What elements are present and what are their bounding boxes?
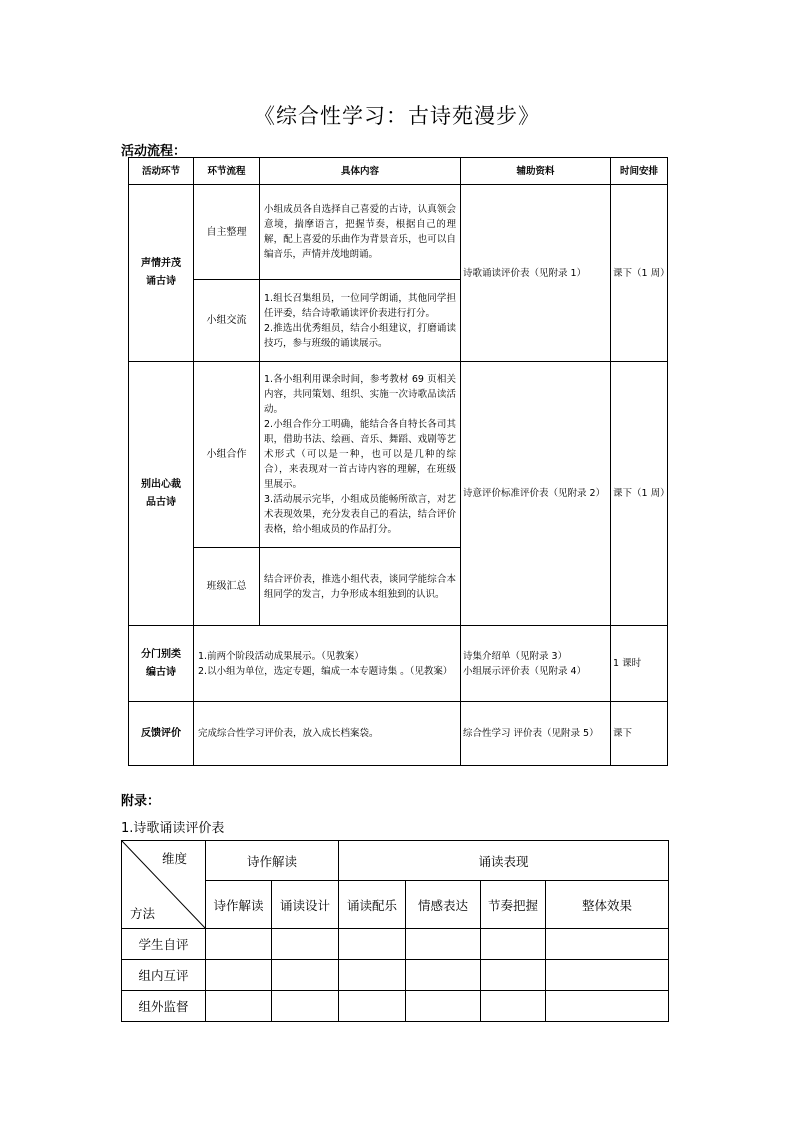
table-row xyxy=(122,929,669,960)
empty-cell xyxy=(339,991,406,1022)
step-name: 小组合作 xyxy=(194,362,260,548)
column-header: 节奏把握 xyxy=(481,881,546,929)
step-name: 自主整理 xyxy=(194,185,260,280)
header-resource: 辅助资料 xyxy=(461,158,611,185)
empty-cell xyxy=(546,960,669,991)
stage-time: 课下（1 周） xyxy=(611,185,668,362)
table-row xyxy=(129,185,668,280)
group-header: 诗作解读 xyxy=(206,841,339,881)
empty-cell xyxy=(406,929,481,960)
content-line: 完成综合性学习评价表，放入成长档案袋。 xyxy=(198,728,379,739)
content-line: 3.活动展示完毕，小组成员能畅所欲言，对艺术表现效果，充分发表自己的看法，结合评价表格，给小组成员的作品打分。 xyxy=(264,494,456,535)
table-row xyxy=(129,626,668,702)
stage-content xyxy=(194,626,461,702)
stage-name: 声情并茂诵古诗 xyxy=(129,185,194,362)
page-title: 《综合性学习：古诗苑漫步》 xyxy=(254,104,540,128)
row-header: 组内互评 xyxy=(122,960,206,991)
row-header: 学生自评 xyxy=(122,929,206,960)
content-line: 结合评价表，推选小组代表，谈同学能综合本组同学的发言，力争形成本组独到的认识。 xyxy=(264,573,456,600)
column-header: 诵读设计 xyxy=(272,881,339,929)
header-time: 时间安排 xyxy=(611,158,668,185)
content-line: 1.各小组利用课余时间，参考教材 69 页相关内容，共同策划、组织、实施一次诗歌品读活动。 xyxy=(264,374,456,415)
resource-line: 诗集介绍单（见附录 3） xyxy=(463,650,568,662)
content-line: 2.推选出优秀组员，结合小组建议，打磨诵读技巧，参与班级的诵读展示。 xyxy=(264,322,456,349)
corner-bottom-label: 方法 xyxy=(130,906,156,921)
column-header: 诵读配乐 xyxy=(339,881,406,929)
activity-header-row xyxy=(129,158,668,185)
corner-cell xyxy=(122,841,206,929)
resource-line: 小组展示评价表（见附录 4） xyxy=(463,665,587,677)
empty-cell xyxy=(481,929,546,960)
column-header: 诗作解读 xyxy=(206,881,272,929)
empty-cell xyxy=(206,960,272,991)
empty-cell xyxy=(272,991,339,1022)
table-row xyxy=(122,960,669,991)
stage-resource: 诗歌诵读评价表（见附录 1） xyxy=(461,185,611,362)
stage-resource: 诗意评价标准评价表（见附录 2） xyxy=(461,362,611,626)
empty-cell xyxy=(406,960,481,991)
empty-cell xyxy=(272,929,339,960)
empty-cell xyxy=(546,929,669,960)
eval-header-row xyxy=(122,841,669,881)
content-line: 2.以小组为单位，选定专题，编成一本专题诗集 。（见教案） xyxy=(198,665,453,677)
table-row xyxy=(122,991,669,1022)
empty-cell xyxy=(481,960,546,991)
empty-cell xyxy=(339,960,406,991)
empty-cell xyxy=(206,991,272,1022)
empty-cell xyxy=(481,991,546,1022)
stage-time: 1 课时 xyxy=(611,626,668,702)
empty-cell xyxy=(339,929,406,960)
step-name: 小组交流 xyxy=(194,280,260,362)
appendix-label: 附录： xyxy=(121,794,161,809)
content-line: 小组成员各自选择自己喜爱的古诗，认真领会意境，揣摩语言，把握节奏，根据自己的理解，配上喜爱的乐曲作为背景音乐，也可以自编音乐，声情并茂地朗诵。 xyxy=(264,204,456,260)
step-name: 班级汇总 xyxy=(194,548,260,626)
header-step: 环节流程 xyxy=(194,158,260,185)
stage-time: 课下（1 周） xyxy=(611,362,668,626)
group-header: 诵读表现 xyxy=(339,841,669,881)
stage-name: 反馈评价 xyxy=(129,702,194,766)
stage-resource: 综合性学习 评价表（见附录 5） xyxy=(461,702,611,766)
empty-cell xyxy=(546,991,669,1022)
step-content xyxy=(260,548,461,626)
stage-content xyxy=(194,702,461,766)
table-row xyxy=(129,702,668,766)
corner-top-label: 维度 xyxy=(161,851,187,866)
content-line: 1.前两个阶段活动成果展示。（见教案） xyxy=(198,650,364,662)
row-header: 组外监督 xyxy=(122,991,206,1022)
stage-time: 课下 xyxy=(611,702,668,766)
empty-cell xyxy=(406,991,481,1022)
appendix1-title: 1.诗歌诵读评价表 xyxy=(121,821,225,836)
stage-name: 别出心裁品古诗 xyxy=(129,362,194,626)
step-content xyxy=(260,362,461,548)
empty-cell xyxy=(206,929,272,960)
empty-cell xyxy=(272,960,339,991)
content-line: 1.组长召集组员，一位同学朗诵，其他同学担任评委，结合诗歌诵读评价表进行打分。 xyxy=(264,292,456,319)
step-content xyxy=(260,280,461,362)
flow-label: 活动流程： xyxy=(121,144,187,159)
evaluation-table xyxy=(121,840,669,1022)
stage-resource xyxy=(461,626,611,702)
column-header: 情感表达 xyxy=(406,881,481,929)
content-line: 2.小组合作分工明确，能结合各自特长各司其职，借助书法、绘画、音乐、舞蹈、戏剧等艺术形式（可以是一种，也可以是几种的综合），来表现对一首古诗内容的理解，在班级里展示。 xyxy=(264,419,456,490)
header-content: 具体内容 xyxy=(260,158,461,185)
activity-table xyxy=(128,157,668,766)
table-row xyxy=(129,362,668,548)
column-header: 整体效果 xyxy=(546,881,669,929)
step-content xyxy=(260,185,461,280)
stage-name: 分门别类编古诗 xyxy=(129,626,194,702)
header-stage: 活动环节 xyxy=(129,158,194,185)
